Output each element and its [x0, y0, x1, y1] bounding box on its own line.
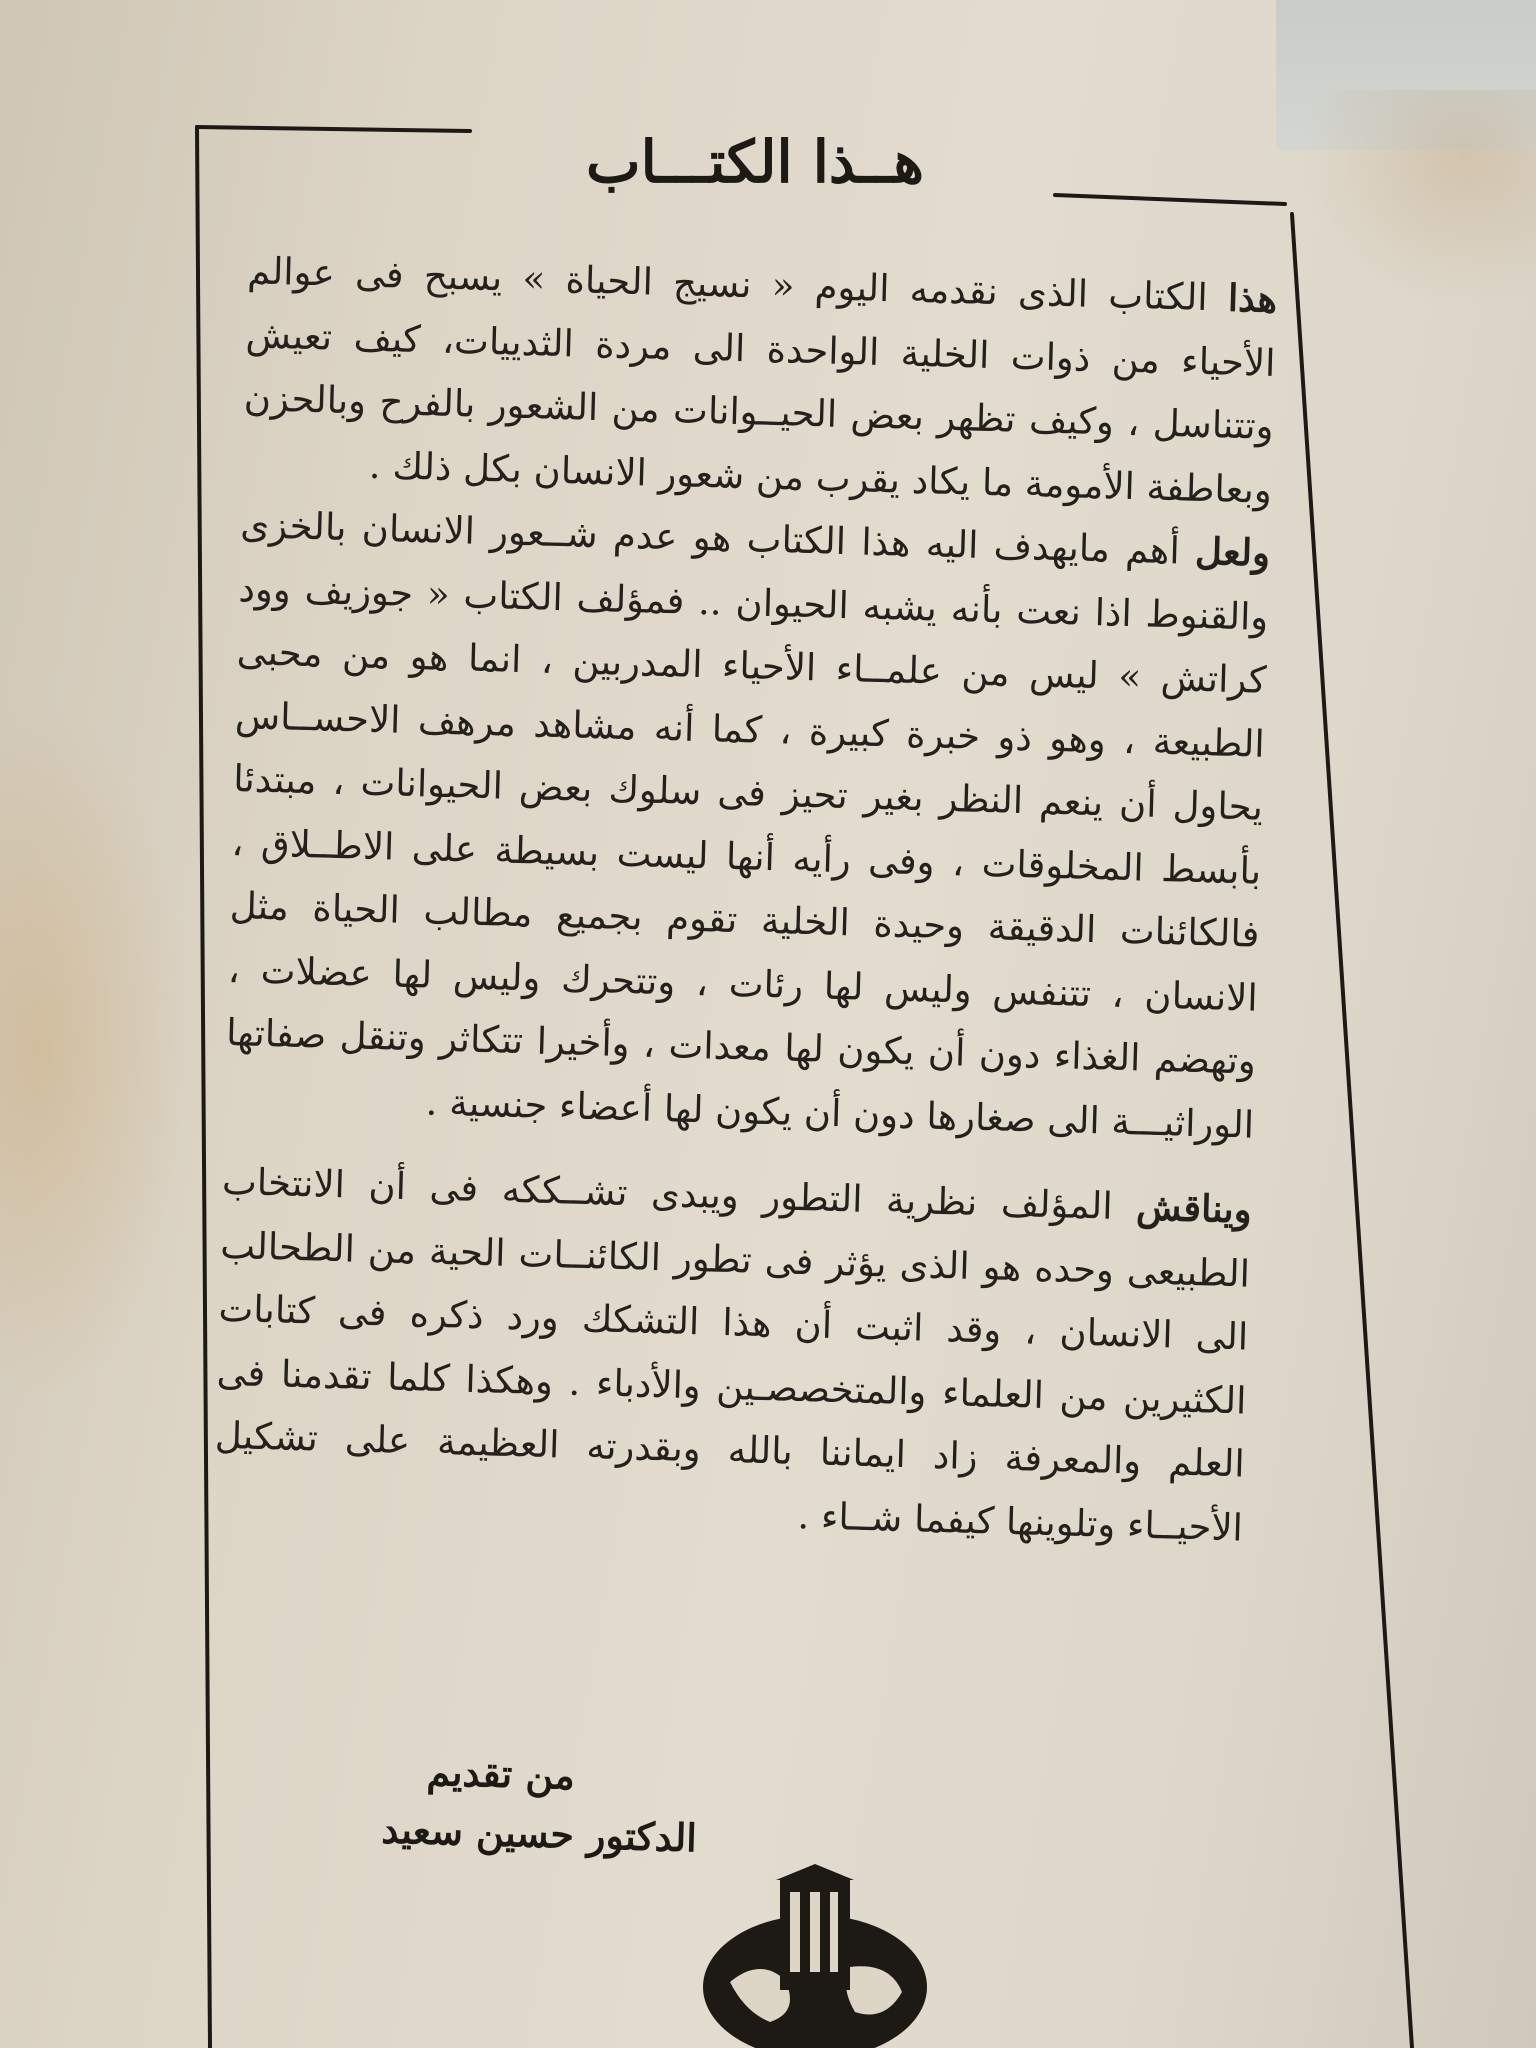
paragraph-1 [241, 239, 1278, 522]
paragraph-lead-word: ولعل [1194, 528, 1271, 575]
credit-author-name: الدكتور حسين سعيد [380, 1806, 698, 1861]
paragraph-lead-word: ويناقش [1135, 1184, 1253, 1232]
frame-top-left-rule [197, 127, 470, 131]
book-description [212, 239, 1278, 1559]
frame-top-right-rule [1055, 195, 1285, 204]
paragraph-2 [224, 493, 1271, 1157]
paragraph-lead-word: هذا [1227, 275, 1278, 321]
publisher-emblem-icon [690, 1862, 940, 2048]
page-title: هــذا الكتـــاب [586, 128, 924, 196]
paragraph-text: الكتاب الذى نقدمه اليوم « نسيج الحياة » يسبح فى عوالم الأحياء من ذوات الخلية الواحدة الى مردة الثدييات، كيف تعيش وتتناسل ، وكيف تظهر بعض الحيــوانات من الشعور بالفرح وبالحزن وبعاطفة الأمومة ما يكاد يقرب من شعور الانسان بكل ذلك . [243, 249, 1276, 512]
introduction-credit [329, 1746, 752, 1862]
frame-left-rule [197, 127, 210, 2048]
frame-right-rule [1292, 214, 1412, 2048]
paragraph-text: المؤلف نظرية التطور ويبدى تشــككه فى أن الانتخاب الطبيعى وحده هو الذى يؤثر فى تطور الكائنــات الحية من الطحالب الى الانسان ، وقد اثبت أن هذا التشكك ورد ذكره فى كتابات الكثيرين من العلماء والمتخصصـين والأدباء . وهكذا كلما تقدمنا فى العلم والمعرفة زاد ايماننا بالله وبقدرته العظيمة على تشكيل الأحيــاء وتلوينها كيفما شــاء . [214, 1159, 1251, 1550]
credit-label: من تقديم [426, 1748, 576, 1798]
paragraph-3 [212, 1150, 1252, 1560]
paragraph-text: أهم مايهدف اليه هذا الكتاب هو عدم شــعور الانسان بالخزى والقنوط اذا نعت بأنه يشبه الحيوان .. فمؤلف الكتاب « جوزيف وود كراتش » ليس من علمــاء الأحياء المدربين ، انما هو من محبى الطبيعة ، وهو ذو خبرة كبيرة ، كما أنه مشاهد مرهف الاحســاس يحاول أن ينعم النظر بغير تحيز فى سلوك بعض الحيوانات ، مبتدئا بأبسط المخلوقات ، وفى رأيه أنها ليست بسيطة على الاطــلاق ، فالكائنات الدقيقة وحيدة الخلية تقوم بجميع مطالب الحياة مثل الانسان ، تتنفس وليس لها رئات ، وتتحرك وليس لها عضلات ، وتهضم الغذاء دون أن يكون لها معدات ، وأخيرا تتكاثر وتنقل صفاتها الوراثيـــة الى صغارها دون أن يكون لها أعضاء جنسية . [225, 503, 1269, 1147]
